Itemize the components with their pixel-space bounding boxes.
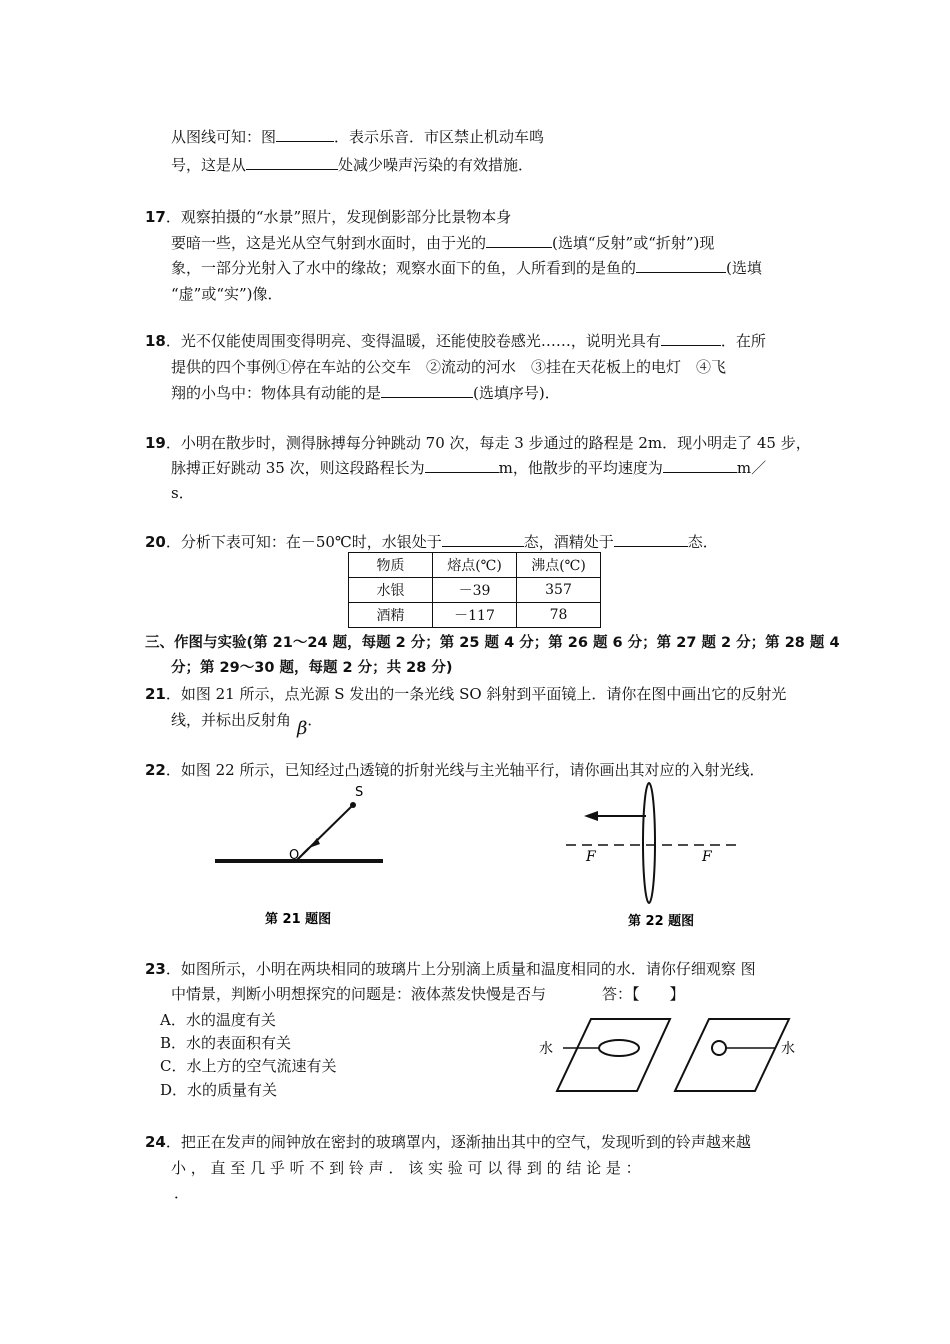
section-heading-cont: 分；第 29～30 题，每题 2 分；共 28 分) xyxy=(171,660,453,676)
q16-line1: 从图线可知：图 ．表示乐音．市区禁止机动车鸣 xyxy=(171,128,545,146)
light-source-point xyxy=(350,802,356,808)
table-cell: 78 xyxy=(517,603,601,628)
table-row xyxy=(349,603,601,628)
option-c[interactable]: C．水上方的空气流速有关 xyxy=(160,1057,337,1075)
glass-plate-right xyxy=(675,1019,789,1091)
focus-left: F xyxy=(586,849,596,865)
figure-22 xyxy=(560,775,750,935)
figure-caption: 第 21 题图 xyxy=(265,912,332,927)
question-number: 17 xyxy=(145,208,166,226)
figure-21 xyxy=(205,780,395,930)
answer-blank[interactable] xyxy=(486,233,552,248)
q18-line3: 翔的小鸟中：物体具有动能的是 (选填序号)． xyxy=(171,384,560,402)
label-s: S xyxy=(355,785,364,800)
answer-blank[interactable] xyxy=(636,258,726,273)
answer-blank[interactable] xyxy=(425,458,499,473)
option-d[interactable]: D．水的质量有关 xyxy=(160,1081,278,1099)
table-header: 物质 xyxy=(349,553,433,578)
q17-line1: 17．观察拍摄的“水景”照片，发现倒影部分比景物本身 xyxy=(145,208,512,226)
ray-arrow xyxy=(584,811,598,821)
q20-line1: 20．分析下表可知：在－50℃时，水银处于 态，酒精处于 态． xyxy=(145,533,718,551)
q23-line2: 中情景，判断小明想探究的问题是：液体蒸发快慢是否与 答：【 】 xyxy=(171,985,685,1003)
answer-blank[interactable] xyxy=(246,155,338,170)
q21-line1: 21．如图 21 所示，点光源 S 发出的一条光线 SO 斜射到平面镜上．请你在图中画出它的反射光 xyxy=(145,685,787,703)
question-number: 21 xyxy=(145,685,166,703)
question-number: 22 xyxy=(145,761,166,779)
q17-line3: 象，一部分光射入了水中的缘故；观察水面下的鱼，人所看到的是鱼的 (选填 xyxy=(171,259,762,277)
figure-caption: 第 22 题图 xyxy=(628,914,695,929)
option-a[interactable]: A．水的温度有关 xyxy=(160,1011,276,1029)
q22-line1: 22．如图 22 所示，已知经过凸透镜的折射光线与主光轴平行，请你画出其对应的入射光线． xyxy=(145,761,765,779)
q24-line3: ． xyxy=(174,1184,190,1202)
question-number: 20 xyxy=(145,533,166,551)
label-o: O xyxy=(289,848,300,863)
table-header-row xyxy=(349,553,601,578)
water-label: 水 xyxy=(781,1041,795,1057)
q24-line2: 小 ， 直 至 几 乎 听 不 到 铃 声 ． 该 实 验 可 以 得 到 的 结 论 是 ： xyxy=(171,1159,641,1177)
answer-blank[interactable] xyxy=(381,383,473,398)
answer-blank[interactable] xyxy=(276,127,334,142)
table-header: 沸点(℃) xyxy=(517,553,601,578)
section-heading: 三、作图与实验(第 21～24 题，每题 2 分；第 25 题 4 分；第 26 题 6 分；第 27 题 2 分；第 28 题 4 xyxy=(145,635,840,651)
water-drop-small xyxy=(712,1041,726,1055)
q18-line2: 提供的四个事例①停在车站的公交车 ②流动的河水 ③挂在天花板上的电灯 ④飞 xyxy=(171,358,727,376)
answer-blank[interactable] xyxy=(442,532,524,547)
q17-line2: 要暗一些，这是光从空气射到水面时，由于光的 (选填“反射”或“折射”)现 xyxy=(171,234,715,252)
table-cell: 水银 xyxy=(349,578,433,603)
question-number: 24 xyxy=(145,1133,166,1151)
table-header: 熔点(℃) xyxy=(433,553,517,578)
beta-symbol: β xyxy=(297,718,308,739)
q17-line4: “虚”或“实”)像． xyxy=(171,285,283,303)
q19-line1: 19．小明在散步时，测得脉搏每分钟跳动 70 次，每走 3 步通过的路程是 2m．现小明走了 45 步， xyxy=(145,434,811,452)
answer-blank[interactable] xyxy=(661,331,721,346)
question-number: 18 xyxy=(145,332,166,350)
answer-blank[interactable] xyxy=(614,532,688,547)
q21-line2: 线，并标出反射角 β． xyxy=(171,711,323,739)
q19-line2: 脉搏正好跳动 35 次，则这段路程长为 m，他散步的平均速度为 m／ xyxy=(171,459,767,477)
convex-lens xyxy=(643,783,655,903)
data-table xyxy=(348,552,601,628)
q16-line2: 号，这是从 处减少噪声污染的有效措施． xyxy=(171,156,534,174)
table-cell: －117 xyxy=(433,603,517,628)
q23-line1: 23．如图所示，小明在两块相同的玻璃片上分别滴上质量和温度相同的水．请你仔细观察 图 xyxy=(145,960,756,978)
table-cell: －39 xyxy=(433,578,517,603)
water-drop-large xyxy=(599,1040,639,1056)
table-cell: 酒精 xyxy=(349,603,433,628)
q24-line1: 24．把正在发声的闹钟放在密封的玻璃罩内，逐渐抽出其中的空气，发现听到的铃声越来越 xyxy=(145,1133,751,1151)
table-cell: 357 xyxy=(517,578,601,603)
figure-23 xyxy=(535,1015,800,1100)
question-number: 23 xyxy=(145,960,166,978)
answer-blank[interactable] xyxy=(663,458,737,473)
table-row xyxy=(349,578,601,603)
option-b[interactable]: B．水的表面积有关 xyxy=(160,1034,292,1052)
focus-right: F xyxy=(702,849,712,865)
question-number: 19 xyxy=(145,434,166,452)
water-label: 水 xyxy=(539,1041,553,1057)
q19-line3: s． xyxy=(171,484,194,502)
q18-line1: 18．光不仅能使周围变得明亮、变得温暖，还能使胶卷感光……，说明光具有 ．在所 xyxy=(145,332,766,350)
